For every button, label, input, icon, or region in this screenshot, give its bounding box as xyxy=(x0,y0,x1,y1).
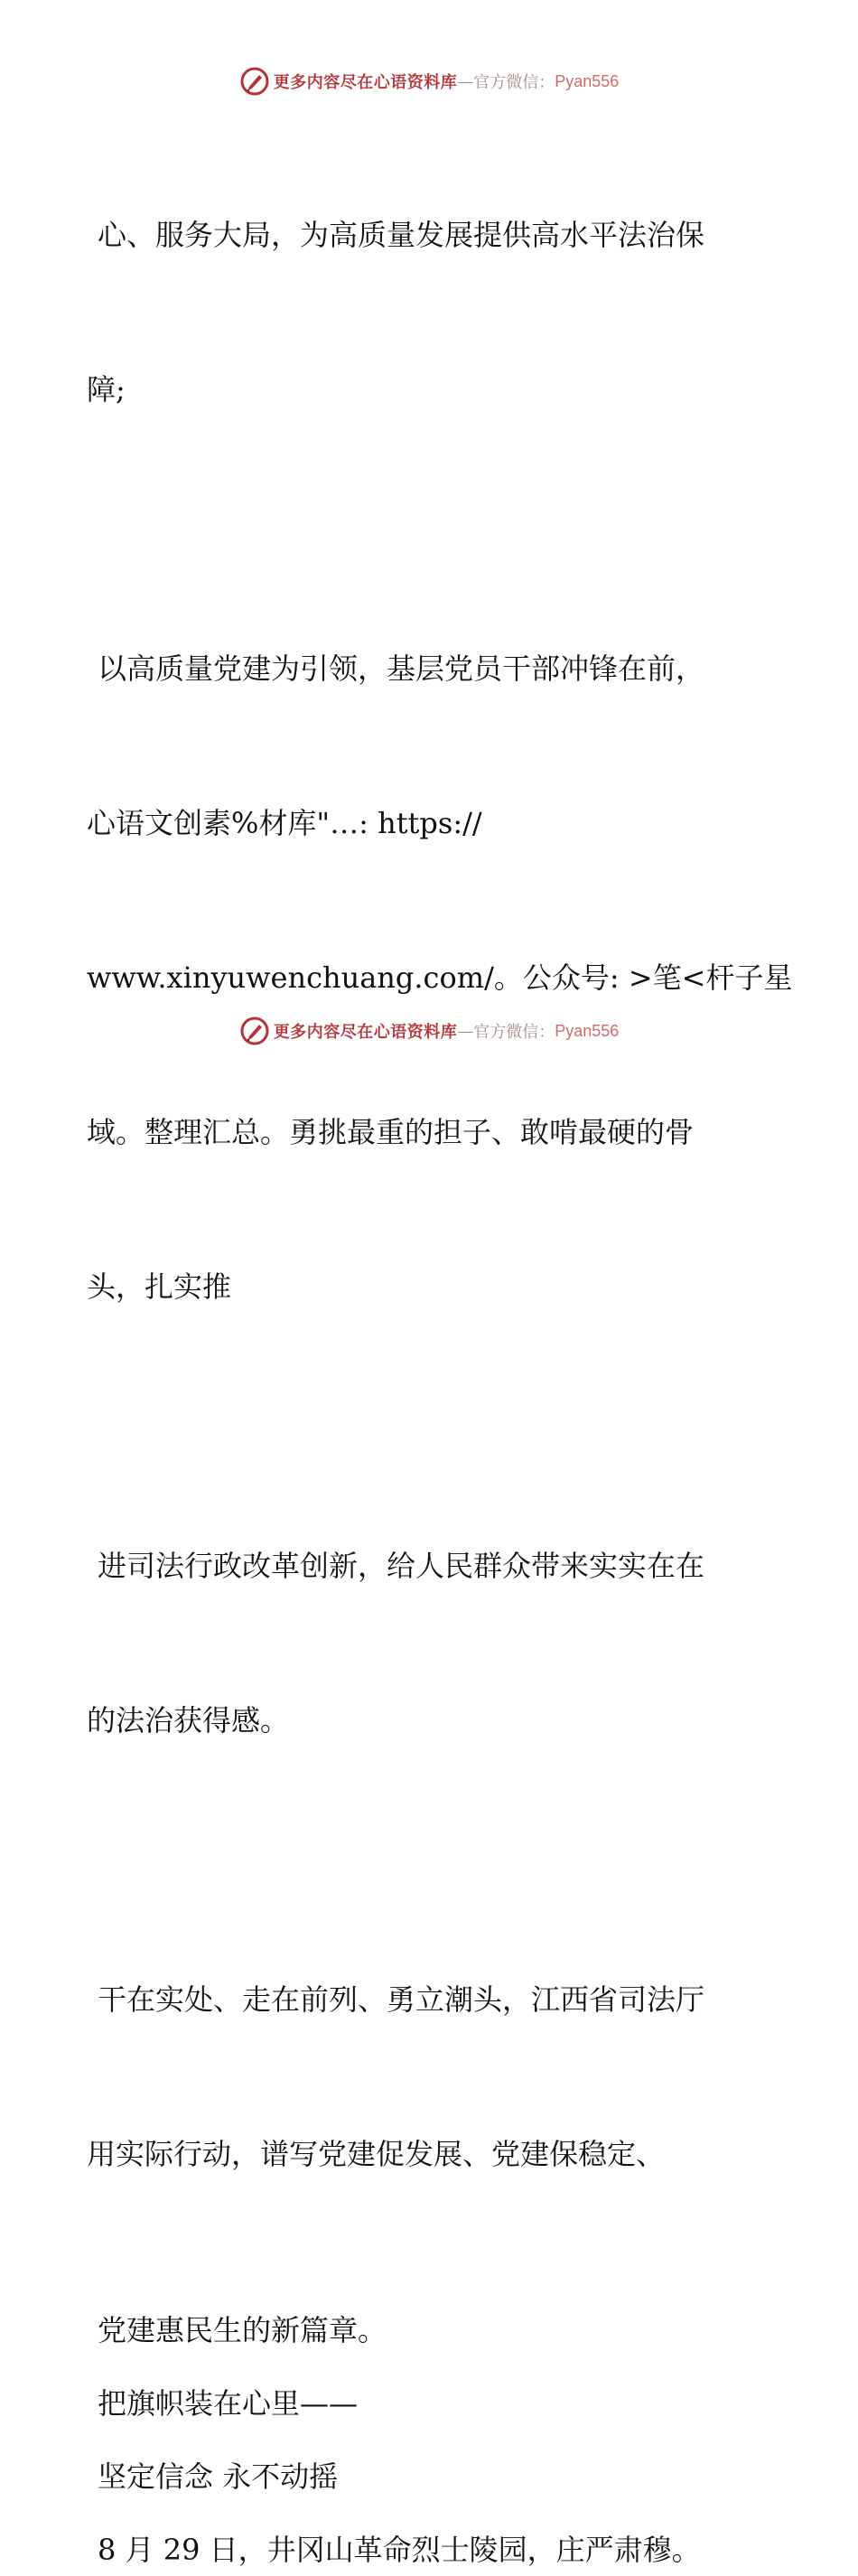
footer-watermark-banner xyxy=(0,1013,858,1049)
text-line: 心、服务大局，为高质量发展提供高水平法治保 xyxy=(98,218,705,252)
text-line: 以高质量党建为引领，基层党员干部冲锋在前， xyxy=(98,651,705,686)
text-line: 的法治获得感。 xyxy=(87,1703,290,1738)
text-line: 域。整理汇总。勇挑最重的担子、敢啃最硬的骨 xyxy=(87,1115,695,1149)
header-brand-text: 更多内容尽在心语资料库 xyxy=(273,73,458,92)
footer-dash: — xyxy=(457,1021,474,1041)
footer-official-label: 官方微信： xyxy=(473,1023,555,1042)
paragraph-8: 8 月 29 日，井冈山革命烈士陵园，庄严肃穆。 xyxy=(98,2533,701,2567)
text-line: 用实际行动，谱写党建促发展、党建保稳定、 xyxy=(87,2137,666,2171)
text-line: 头，扎实推 xyxy=(87,1269,232,1304)
header-watermark-banner xyxy=(0,63,858,99)
header-dash: — xyxy=(457,71,474,91)
pen-nib-logo-icon xyxy=(239,66,270,97)
section-heading: 把旗帜装在心里—— xyxy=(98,2386,359,2421)
header-official-label: 官方微信： xyxy=(473,73,555,92)
paragraph-1 xyxy=(87,107,809,519)
text-line: 心语文创素%材库"…: https:// xyxy=(87,806,482,840)
header-wechat-id: Pyan556 xyxy=(555,71,620,90)
text-line: 干在实处、走在前列、勇立潮头，江西省司法厅 xyxy=(98,1982,705,2017)
body-text xyxy=(87,107,809,2576)
pen-nib-logo-icon xyxy=(239,1016,270,1046)
paragraph-2 xyxy=(87,540,809,1416)
text-line: 障; xyxy=(87,372,126,407)
paragraph-4 xyxy=(87,1871,809,2283)
section-subheading: 坚定信念 永不动摇 xyxy=(98,2459,339,2494)
text-line: www.xinyuwenchuang.com/。公众号: >笔<杆子星 xyxy=(87,960,793,995)
paragraph-5: 党建惠民生的新篇章。 xyxy=(98,2313,387,2347)
footer-wechat-id: Pyan556 xyxy=(555,1021,620,1040)
paragraph-3 xyxy=(87,1438,809,1850)
footer-brand-text: 更多内容尽在心语资料库 xyxy=(273,1023,458,1042)
text-line: 进司法行政改革创新，给人民群众带来实实在在 xyxy=(98,1549,705,1583)
